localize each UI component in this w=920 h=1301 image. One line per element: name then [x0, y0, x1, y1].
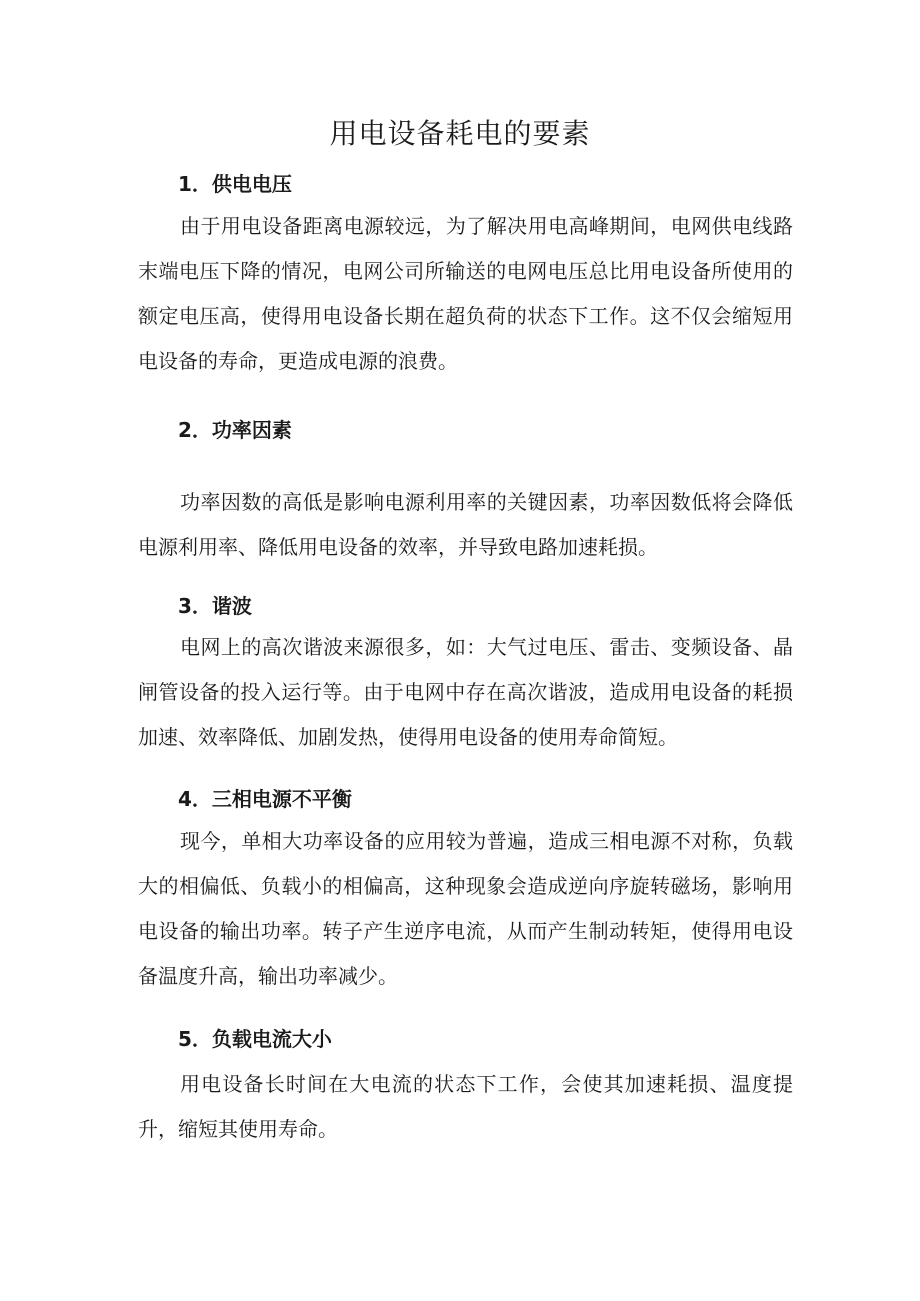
section-body-supply-voltage: 由于用电设备距离电源较远，为了解决用电高峰期间，电网供电线路末端电压下降的情况，电网公司所输送的电网电压总比用电设备所使用的额定电压高，使得用电设备长期在超负荷的状态下工作。这不仅会缩短用电设备的寿命，更造成电源的浪费。 [138, 214, 793, 373]
section-heading-harmonics: 3．谐波 [178, 594, 252, 618]
section-body-harmonics: 电网上的高次谐波来源很多，如：大气过电压、雷击、变频设备、晶闸管设备的投入运行等。由于电网中存在高次谐波，造成用电设备的耗损加速、效率降低、加剧发热，使得用电设备的使用寿命简短。 [138, 635, 793, 749]
section-body-power-factor: 功率因数的高低是影响电源利用率的关键因素，功率因数低将会降低电源利用率、降低用电设备的效率，并导致电路加速耗损。 [138, 490, 793, 559]
document-title: 用电设备耗电的要素 [329, 117, 591, 150]
section-heading-supply-voltage: 1．供电电压 [178, 172, 292, 196]
section-heading-load-current: 5．负载电流大小 [178, 1027, 332, 1051]
section-body-three-phase-imbalance: 现今，单相大功率设备的应用较为普遍，造成三相电源不对称，负载大的相偏低、负载小的相偏高，这种现象会造成逆向序旋转磁场，影响用电设备的输出功率。转子产生逆序电流，从而产生制动转矩，使得用电设备温度升高，输出功率减少。 [138, 829, 793, 988]
section-heading-three-phase-imbalance: 4．三相电源不平衡 [178, 787, 352, 811]
section-body-load-current: 用电设备长时间在大电流的状态下工作，会使其加速耗损、温度提升，缩短其使用寿命。 [138, 1072, 793, 1141]
section-heading-power-factor: 2．功率因素 [178, 418, 292, 442]
